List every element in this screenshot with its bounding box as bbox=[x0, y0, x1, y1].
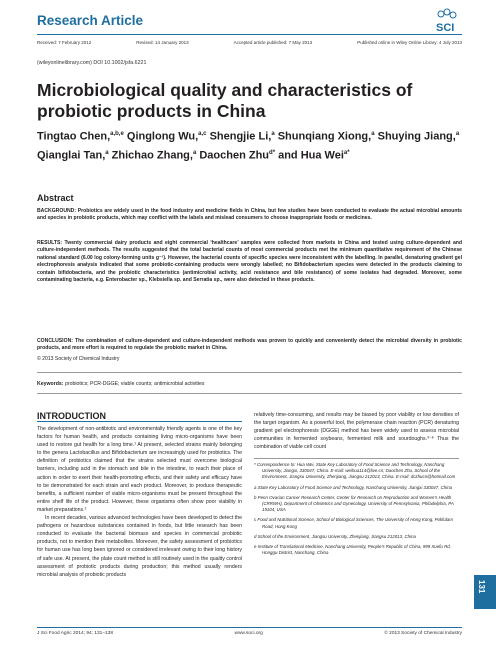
author-name: and Hua Wei bbox=[275, 149, 344, 162]
accepted-date: Accepted article published: 7 May 2013 bbox=[233, 40, 313, 45]
author-affiliation-marker: a bbox=[105, 149, 109, 156]
author-name: Shengjie Li, bbox=[206, 130, 272, 143]
footnote-c: c Food and Nutritional Science, School of Biological Sciences, The University of Hong Kong, Pokfulam Road, Hong Kong bbox=[254, 517, 453, 529]
footer-journal: J Sci Food Agric 2014; 94: 131–138 bbox=[37, 631, 114, 636]
page-number: 131 bbox=[477, 580, 486, 594]
author-affiliation-marker: a,b,e bbox=[110, 131, 124, 137]
publication-dates bbox=[37, 40, 462, 45]
intro-column-right bbox=[254, 411, 459, 451]
footer-rule bbox=[37, 627, 462, 628]
published-date: Published online in Wiley Online Library: 4 July 2013 bbox=[357, 40, 462, 45]
author-name: Qinglong Wu, bbox=[123, 130, 199, 143]
author-name: Daochen Zhu bbox=[196, 149, 270, 162]
author-affiliation-marker: a bbox=[192, 149, 197, 156]
author-name: Shuying Jiang, bbox=[374, 130, 456, 143]
author-name: Qianglai Tan, bbox=[37, 149, 106, 162]
author-affiliation-marker: a bbox=[371, 131, 375, 137]
keywords-bottom-rule bbox=[37, 393, 462, 394]
author-affiliation-marker: a,c bbox=[198, 131, 207, 137]
footer-site[interactable]: www.soci.org bbox=[234, 631, 263, 636]
abstract-heading: Abstract bbox=[37, 193, 74, 203]
footnote-rule bbox=[254, 458, 459, 459]
footnote-a: a State Key Laboratory of Food Science and Technology, Nanchang University, Jiangxi 330047, China bbox=[254, 484, 453, 490]
keywords-top-rule bbox=[37, 372, 462, 373]
author-list bbox=[37, 126, 462, 163]
intro-paragraph-1: The development of non-antibiotic and environmentally friendly agents is one of the key factors for human health, and products containing living micro-organisms have been used to restore gut health for a long time.¹ At present, selected strains mainly belonging to the genera Lactobacillus and Bifidobacterium are increasingly used for probiotics. The definition of probiotics claimed that the strains selected must overcome biological barriers, including acid in the stomach and bile in the intestine, to reach their place of action in order to exert their health-promoting effects, and their safety and efficacy have to be demonstrated for each strain and each product. Moreover, to produce therapeutic benefits, a sufficient number of viable micro-organisms must be present throughout the entire shelf life of the product. However, these organisms often show poor viability in market preparations.² bbox=[37, 426, 242, 513]
intro-rule bbox=[37, 421, 242, 422]
keywords-text: probiotics; PCR-DGGE; viable counts; antimicrobial activities bbox=[63, 381, 205, 387]
abstract-copyright: © 2013 Society of Chemical Industry bbox=[37, 356, 120, 362]
footer bbox=[37, 631, 462, 636]
section-label: Research Article bbox=[37, 13, 144, 28]
revised-date: Revised: 14 January 2013 bbox=[136, 40, 189, 45]
header-rule bbox=[37, 34, 462, 35]
author-name: Tingtao Chen, bbox=[37, 130, 111, 143]
intro-paragraph-2: In recent decades, various advanced technologies have been developed to detect the pathogens or hazardous substances contained in foods, but little research has been conducted to evaluate the bacterial biomass and species in commercial probiotic products, not to mention their metabolites. Moreover, the safety assessment of probiotics for human use has long been ignored or considered irrelevant owing to their long history of safe use. At present, the plate count method is still routinely used in the quality control assessment of probiotic products during production; this method usually renders microbial analysis of probiotic products bbox=[37, 515, 242, 578]
abstract-results: RESULTS: Twenty commercial dairy products and eight commercial ‘healthcare’ samples were collected from markets in China and tested using culture-dependent and culture-independent methods. The results suggested that the total bacterial counts of most commercial products met the minimum quantitative requirement of the Chinese national standard (6.00 log colony-forming units g⁻¹). However, the bacterial counts of specific species were inconsistent with the labelling. In parallel, denaturing gradient gel electrophoresis analysis indicated that some probiotic-containing products were wrongly labelled; no Bifidobacterium species were detected in the products claiming to contain bifidobacteria, and the probiotic characteristics (antimicrobial activity, acid resistance and bile resistance) of some isolates had degraded. Moreover, some contaminating bacteria, e.g. Enterobacter sp., Klebsiella sp. and Serratia sp., were also detected in these products. bbox=[37, 240, 462, 284]
author-affiliation-marker: a* bbox=[343, 149, 350, 156]
sci-logo bbox=[432, 8, 462, 34]
svg-text:SCI: SCI bbox=[436, 22, 455, 34]
footnote-d: d School of the Environment, Jiangsu University, Zhenjiang, Jiangsu 212013, China bbox=[254, 533, 416, 539]
author-name: Zhichao Zhang, bbox=[108, 149, 193, 162]
abstract-background: BACKGROUND: Probiotics are widely used in the food industry and medicine fields in China, but few studies have been conducted to evaluate the actual microbial amounts and species in probiotic products, which may conflict with the labels and mislead consumers to choose inappropriate foods or medicines. bbox=[37, 208, 462, 222]
footnote-b: b Penn Ovarian Cancer Research Center, Center for Research on Reproduction and Women's Health (CRRWH), Department of Obstetrics and Gynecology, University of Pennsylvania, Philadelphia, PA 19104, USA bbox=[254, 494, 454, 513]
keywords-label: Keywords: bbox=[37, 381, 64, 387]
article-title: Microbiological quality and characteristics of probiotic products in China bbox=[37, 80, 413, 121]
intro-column-left bbox=[37, 425, 242, 579]
doi[interactable]: (wileyonlinelibrary.com) DOI 10.1002/jsfa.6221 bbox=[37, 60, 147, 66]
author-affiliation-marker: d* bbox=[269, 149, 276, 156]
footnotes bbox=[254, 462, 459, 560]
author-affiliation-marker: a bbox=[271, 131, 275, 137]
footnote-e: e Institute of Translational Medicine, Nanchang University, People's Republic of China, 999 Xuefu Rd, Honggu District, Nanchang, China bbox=[254, 544, 451, 556]
abstract-conclusion: CONCLUSION: The combination of culture-dependent and culture-independent methods was proven to quickly and conveniently detect the microbial diversity in probiotic products, and more effort is required to regulate the probiotic market in China. bbox=[37, 338, 462, 352]
footnote-correspondence: * Correspondence to: Hua Wei, State Key Laboratory of Food Science and Technology, Nanchang University, Jiangxi, 330047, China. E-mail: weihua114@live.cn; Daochen Zhu, School of the Environment, Jiangsu University, Zhenjiang, Jiangsu 212013, China. E-mail: dczhucn@hotmail.com bbox=[254, 462, 456, 480]
intro-paragraph-3: relatively time-consuming, and results may be biased by poor viability or low densities of the target organism. As a powerful tool, the polymerase chain reaction (PCR) denaturing gradient gel electrophoresis (DGGE) method has been widely used to assess microbial communities in fermented soybeans, fermented milk and sourdoughs.³⁻⁸ Thus the combination of viable cell count bbox=[254, 412, 459, 451]
keywords bbox=[37, 381, 205, 387]
footer-copyright: © 2013 Society of Chemical Industry bbox=[384, 631, 462, 636]
author-affiliation-marker: a bbox=[455, 131, 460, 137]
received-date: Received: 7 February 2012 bbox=[37, 40, 92, 45]
intro-heading: INTRODUCTION bbox=[37, 411, 106, 421]
author-name: Shunqiang Xiong, bbox=[274, 130, 372, 143]
